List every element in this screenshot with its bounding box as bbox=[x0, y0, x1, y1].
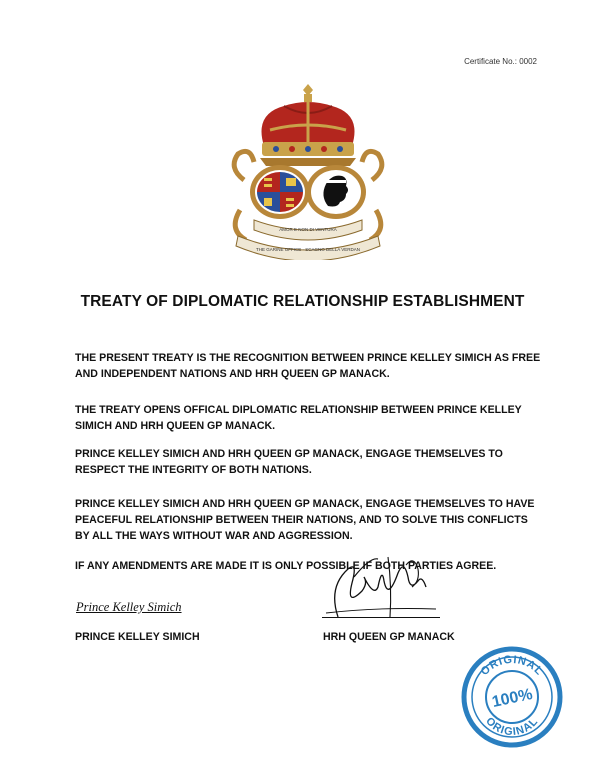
left-signatory-name: PRINCE KELLEY SIMICH bbox=[75, 631, 200, 643]
handwritten-signature-icon bbox=[318, 547, 440, 623]
stamp-center-text: 100% bbox=[490, 685, 535, 712]
certificate-number: Certificate No.: 0002 bbox=[464, 57, 537, 66]
stamp-top-text: ORIGINAL bbox=[478, 653, 546, 679]
document-title: TREATY OF DIPLOMATIC RELATIONSHIP ESTABLISHMENT bbox=[80, 293, 525, 310]
treaty-paragraph-2: THE TREATY OPENS OFFICAL DIPLOMATIC RELATIONSHIP BETWEEN PRINCE KELLEY SIMICH AND HRH QUEEN GP MANACK. bbox=[75, 404, 522, 432]
signature-line bbox=[322, 617, 440, 618]
crown-icon bbox=[260, 84, 356, 166]
stamp-bottom-text: ORIGINAL bbox=[483, 715, 541, 739]
treaty-paragraph-4: PRINCE KELLEY SIMICH AND HRH QUEEN GP MANACK, ENGAGE THEMSELVES TO HAVE PEACEFUL RELATIONSHIP BETWEEN THEIR NATIONS, AND TO SOLVE THIS CONFLICTS BY ALL THE WAYS WITHOUT WAR AND AGGRESSION. bbox=[75, 498, 535, 542]
crest-motto-top: AMOR E NON DI VENTURA bbox=[279, 227, 337, 232]
left-signature: Prince Kelley Simich bbox=[76, 600, 182, 614]
right-signatory-name: HRH QUEEN GP MANACK bbox=[323, 631, 455, 643]
crest-motto-bottom: THE GARINE OFFICE · SCAGNO DELLA VERDAN bbox=[255, 247, 361, 252]
moor-head-shield-icon bbox=[306, 165, 366, 219]
original-stamp-icon bbox=[460, 645, 564, 749]
royal-shield-icon bbox=[250, 165, 310, 219]
treaty-paragraph-1: THE PRESENT TREATY IS THE RECOGNITION BETWEEN PRINCE KELLEY SIMICH AS FREE AND INDEPENDENT NATIONS AND HRH QUEEN GP MANACK. bbox=[75, 352, 541, 380]
coat-of-arms-emblem bbox=[224, 80, 392, 260]
svg-text:ORIGINAL bbox=[483, 715, 541, 738]
treaty-paragraph-5: IF ANY AMENDMENTS ARE MADE IT IS ONLY POSSIBLE IF BOTH PARTIES AGREE. bbox=[75, 560, 497, 572]
treaty-paragraph-3: PRINCE KELLEY SIMICH AND HRH QUEEN GP MANACK, ENGAGE THEMSELVES TO RESPECT THE INTEGRITY OF BOTH NATIONS. bbox=[75, 448, 503, 476]
